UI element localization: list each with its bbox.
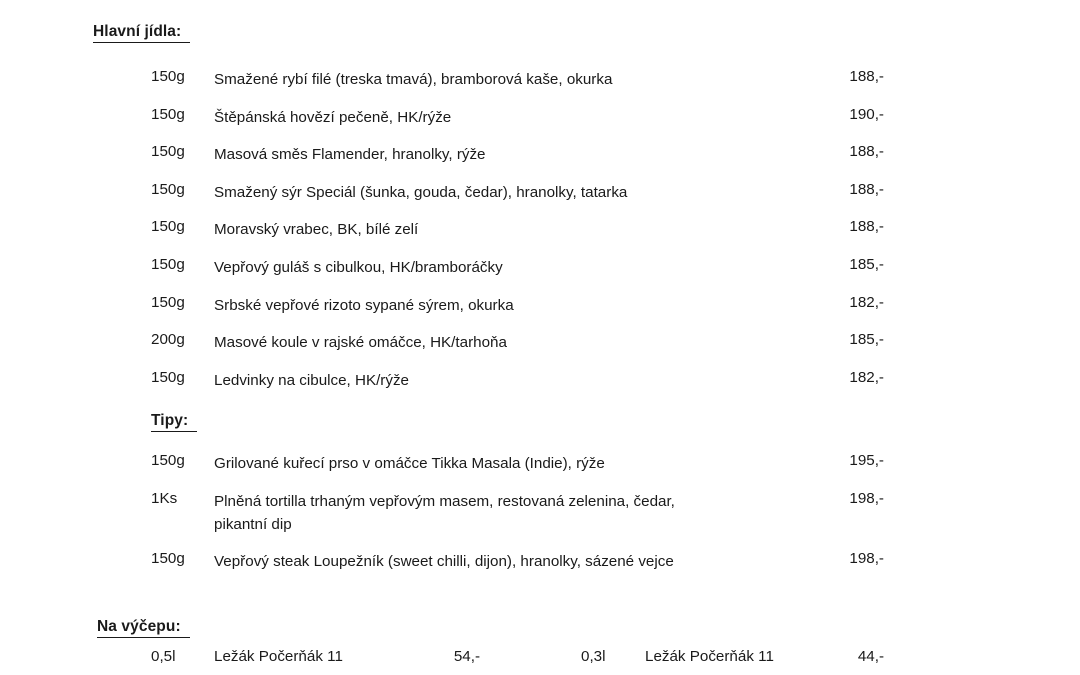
menu-row — [0, 550, 1080, 588]
menu-row-quantity: 150g — [151, 255, 185, 273]
menu-row — [0, 369, 1080, 407]
menu-row-price: 198,- — [849, 489, 884, 507]
menu-row-quantity: 150g — [151, 105, 185, 123]
menu-row-description: Ledvinky na cibulce, HK/rýže — [214, 371, 409, 389]
menu-row — [0, 106, 1080, 144]
menu-row — [0, 218, 1080, 256]
menu-row-quantity: 150g — [151, 452, 185, 469]
menu-row-description: Vepřový guláš s cibulkou, HK/bramboráčky — [214, 258, 503, 276]
menu-row — [0, 181, 1080, 219]
menu-row-price: 182,- — [849, 293, 884, 311]
menu-row-description-line1: Plněná tortilla trhaným vepřovým masem, restovaná zelenina, čedar, — [214, 492, 675, 510]
menu-row-description-line2: pikantní dip — [214, 515, 292, 533]
menu-row — [0, 256, 1080, 294]
menu-row — [0, 452, 1080, 490]
menu-row-quantity: 150g — [151, 143, 185, 161]
menu-row-description: Smažené rybí filé (treska tmavá), bramborová kaše, okurka — [214, 71, 613, 88]
beverages-list — [0, 648, 1080, 675]
tips-list — [0, 452, 1080, 587]
section-heading-on-tap-label: Na výčepu: — [97, 618, 190, 638]
menu-row-price: 198,- — [849, 549, 884, 567]
menu-row-price: 188,- — [849, 218, 884, 236]
menu-row-price: 188,- — [849, 180, 884, 198]
menu-row-description: Moravský vrabec, BK, bílé zelí — [214, 221, 419, 239]
beverage-name: Ležák Počerňák 11 — [645, 648, 774, 665]
section-heading-main-dishes-label: Hlavní jídla: — [93, 23, 190, 43]
menu-row-quantity: 150g — [151, 218, 185, 236]
menu-row-description: Grilované kuřecí prso v omáčce Tikka Masala (Indie), rýže — [214, 455, 605, 472]
menu-row — [0, 143, 1080, 181]
menu-row — [0, 331, 1080, 369]
beverage-price: 54,- — [453, 648, 480, 665]
section-heading-on-tap — [97, 618, 190, 638]
menu-row-description: Vepřový steak Loupežník (sweet chilli, dijon), hranolky, sázené vejce — [214, 552, 674, 570]
main-dishes-list — [0, 68, 1080, 406]
menu-row-price: 195,- — [849, 452, 884, 469]
menu-row-quantity: 150g — [151, 293, 185, 311]
menu-row — [0, 68, 1080, 106]
section-heading-tips — [151, 412, 197, 432]
menu-row-description: Masová směs Flamender, hranolky, rýže — [214, 146, 486, 164]
beverage-name: Ležák Počerňák 11 — [214, 648, 343, 665]
menu-row-price: 185,- — [849, 331, 884, 349]
menu-row-description: Masové koule v rajské omáčce, HK/tarhoňa — [214, 334, 507, 352]
menu-row-quantity: 150g — [151, 549, 185, 567]
section-heading-main-dishes — [93, 23, 190, 43]
menu-row-quantity: 200g — [151, 331, 185, 349]
menu-row — [0, 294, 1080, 332]
menu-row-price: 185,- — [849, 255, 884, 273]
menu-row-quantity: 150g — [151, 368, 185, 386]
section-heading-tips-label: Tipy: — [151, 412, 197, 432]
menu-row-quantity: 150g — [151, 180, 185, 198]
menu-row-description: Smažený sýr Speciál (šunka, gouda, čedar), hranolky, tatarka — [214, 183, 628, 201]
menu-row-price: 188,- — [849, 143, 884, 161]
menu-row-description — [214, 490, 814, 536]
beverage-volume: 0,3l — [581, 648, 606, 665]
menu-row-quantity: 1Ks — [151, 489, 178, 507]
beverage-price: 44,- — [857, 648, 884, 665]
menu-row — [0, 490, 1080, 550]
menu-row-price: 182,- — [849, 368, 884, 386]
menu-row-price: 190,- — [849, 105, 884, 123]
menu-row-description: Štěpánská hovězí pečeně, HK/rýže — [214, 108, 452, 126]
menu-row-description: Srbské vepřové rizoto sypané sýrem, okurka — [214, 296, 514, 314]
beverage-volume: 0,5l — [151, 648, 176, 665]
menu-row-price: 188,- — [849, 68, 884, 85]
menu-row-quantity: 150g — [151, 68, 185, 85]
